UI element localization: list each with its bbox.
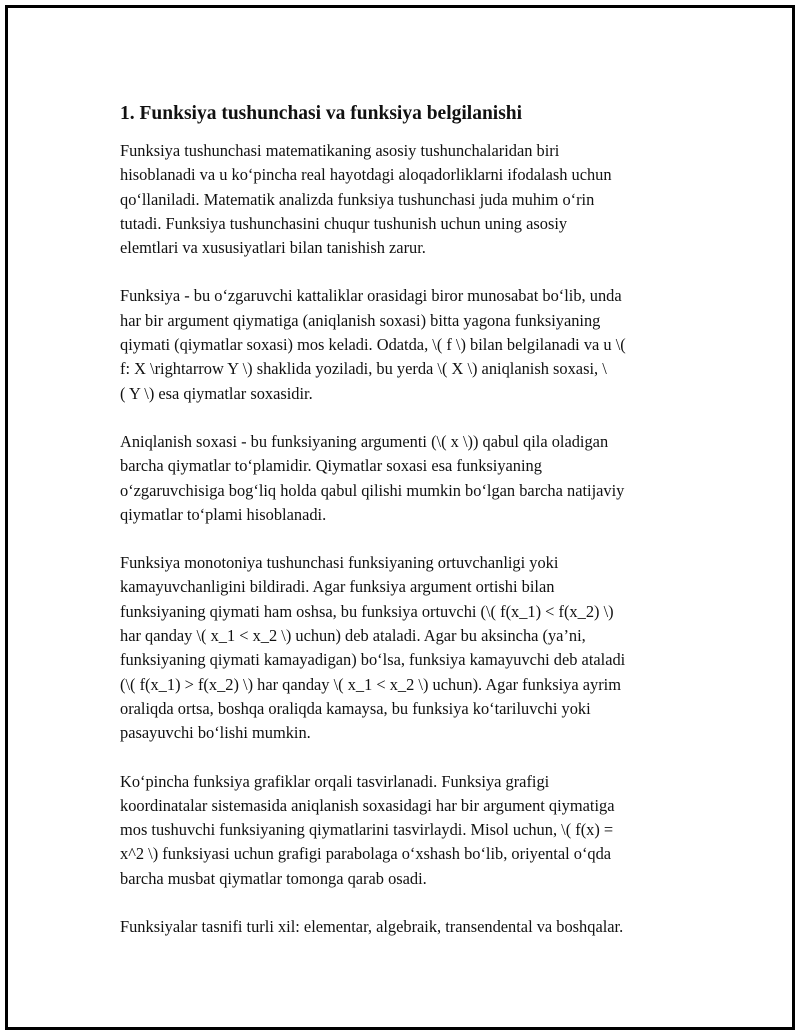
paragraph-line: har bir argument qiymatiga (aniqlanish soxasi) bitta yagona funksiyaning — [120, 310, 601, 330]
paragraphs-container — [120, 139, 700, 939]
paragraph-line: tutadi. Funksiya tushunchasini chuqur tushunish uchun uning asosiy — [120, 213, 568, 233]
document-body — [120, 101, 700, 963]
paragraph-line: Funksiya monotoniya tushunchasi funksiyaning ortuvchanligi yoki — [120, 553, 559, 573]
paragraph-line: Aniqlanish soxasi - bu funksiyaning argumenti (\( x \)) qabul qila oladigan — [120, 431, 609, 451]
paragraph-line: elemtlari va xususiyatlari bilan tanishish zarur. — [120, 238, 426, 258]
paragraph-line: qiymatlar to‘plami hisoblanadi. — [120, 504, 327, 524]
paragraph-line: funksiyaning qiymati ham oshsa, bu funksiya ortuvchi (\( f(x_1) < f(x_2) \) — [120, 601, 614, 621]
paragraph — [120, 770, 700, 891]
paragraph-line: Ko‘pincha funksiya grafiklar orqali tasvirlanadi. Funksiya grafigi — [120, 771, 550, 791]
paragraph-line: mos tushuvchi funksiyaning qiymatlarini tasvirlaydi. Misol uchun, \( f(x) = — [120, 820, 614, 840]
paragraph-line: pasayuvchi bo‘lishi mumkin. — [120, 723, 311, 743]
paragraph-line: barcha musbat qiymatlar tomonga qarab osadi. — [120, 868, 427, 888]
paragraph-line: Funksiya tushunchasi matematikaning asosiy tushunchalaridan biri — [120, 141, 560, 160]
paragraph-line: barcha qiymatlar to‘plamidir. Qiymatlar soxasi esa funksiyaning — [120, 456, 542, 476]
paragraph — [120, 139, 700, 260]
paragraph — [120, 915, 700, 939]
paragraph-line: Funksiyalar tasnifi turli xil: elementar, algebraik, transendental va boshqalar. — [120, 917, 624, 937]
paragraph — [120, 430, 700, 527]
paragraph-line: f: X \rightarrow Y \) shaklida yoziladi, bu yerda \( X \) aniqlanish soxasi, \ — [120, 359, 607, 379]
paragraph-line: oraliqda ortsa, boshqa oraliqda kamaysa, bu funksiya ko‘tariluvchi yoki — [120, 698, 591, 718]
paragraph-line: qiymati (qiymatlar soxasi) mos keladi. Odatda, \( f \) bilan belgilanadi va u \( — [120, 335, 626, 355]
paragraph-line: Funksiya - bu o‘zgaruvchi kattaliklar orasidagi biror munosabat bo‘lib, unda — [120, 286, 622, 306]
paragraph-line: qo‘llaniladi. Matematik analizda funksiya tushunchasi juda muhim o‘rin — [120, 189, 595, 209]
paragraph-line: kamayuvchanligini bildiradi. Agar funksiya argument ortishi bilan — [120, 577, 555, 597]
paragraph-line: x^2 \) funksiyasi uchun grafigi parabolaga o‘xshash bo‘lib, oriyental o‘qda — [120, 844, 612, 864]
paragraph — [120, 284, 700, 405]
paragraph-line: ( Y \) esa qiymatlar soxasidir. — [120, 383, 313, 403]
paragraph-line: koordinatalar sistemasida aniqlanish soxasidagi har bir argument qiymatiga — [120, 795, 615, 815]
paragraph — [120, 551, 700, 745]
paragraph-line: har qanday \( x_1 < x_2 \) uchun) deb ataladi. Agar bu aksincha (ya’ni, — [120, 626, 586, 646]
paragraph-line: (\( f(x_1) > f(x_2) \) har qanday \( x_1 < x_2 \) uchun). Agar funksiya ayrim — [120, 674, 621, 694]
paragraph-line: o‘zgaruvchisiga bog‘liq holda qabul qilishi mumkin bo‘lgan barcha natijaviy — [120, 480, 625, 500]
section-title: 1. Funksiya tushunchasi va funksiya belgilanishi — [120, 103, 523, 124]
page-frame — [5, 5, 795, 1030]
paragraph-line: funksiyaning qiymati kamayadigan) bo‘lsa, funksiya kamayuvchi deb ataladi — [120, 650, 626, 670]
paragraph-line: hisoblanadi va u ko‘pincha real hayotdagi aloqadorliklarni ifodalash uchun — [120, 165, 612, 185]
